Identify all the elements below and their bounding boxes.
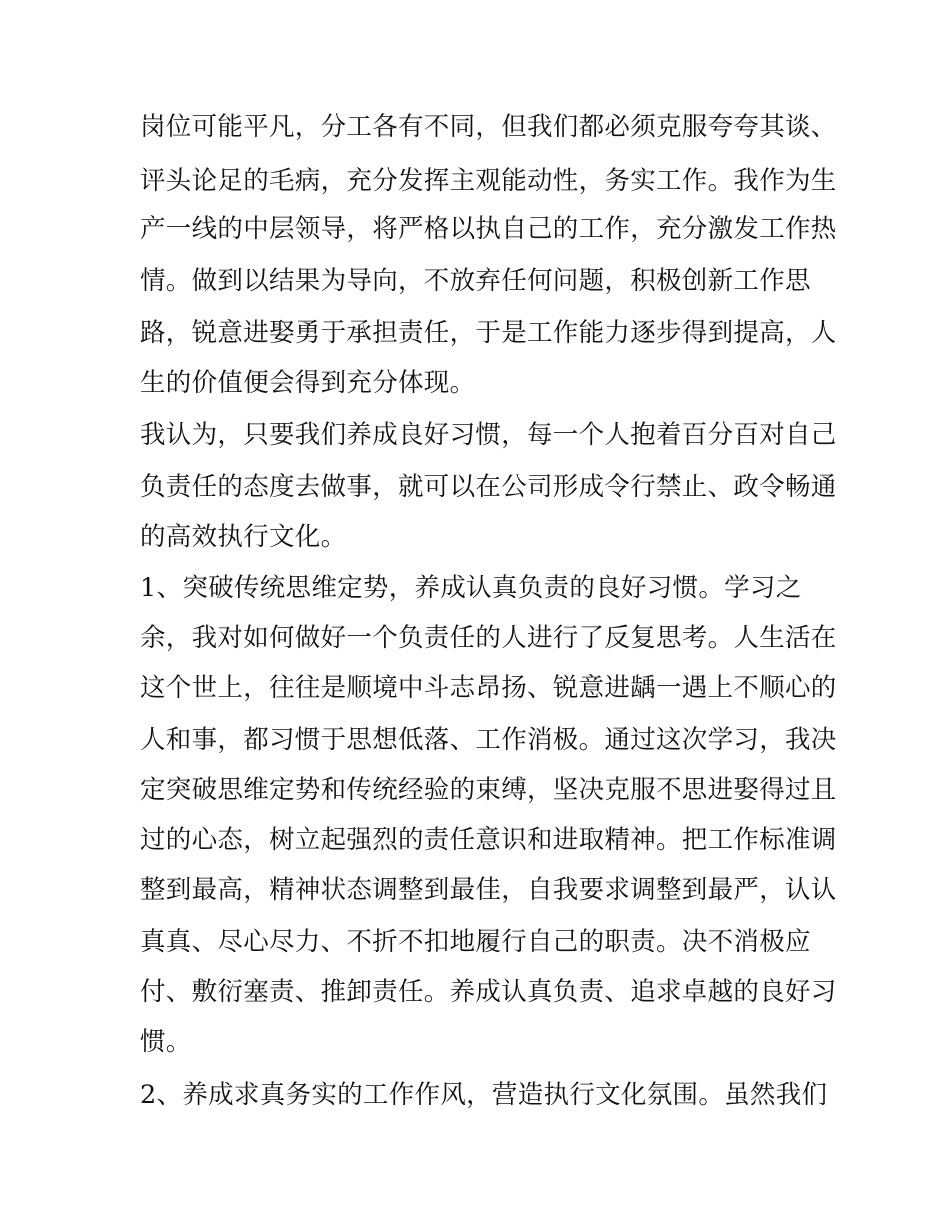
text-line: 产一线的中层领导，将严格以执自己的工作，充分激发工作热: [140, 214, 837, 244]
text-line: 惯。: [140, 1027, 192, 1057]
text-line: 定突破思维定势和传统经验的束缚，坚决克服不思进娶得过且: [140, 775, 837, 805]
text-line: 的高效执行文化。: [140, 522, 347, 552]
text-line: 生的价值便会得到充分体现。: [140, 368, 476, 398]
text-line: 岗位可能平凡，分工各有不同，但我们都必须克服夸夸其谈、: [140, 112, 837, 142]
text-line: 我认为，只要我们养成良好习惯，每一个人抱着百分百对自己: [140, 420, 837, 450]
text-line: 1、突破传统思维定势，养成认真负责的良好习惯。学习之: [140, 573, 802, 603]
text-line: 2、养成求真务实的工作作风，营造执行文化氛围。虽然我们: [140, 1080, 828, 1110]
text-line: 路，锐意进娶勇于承担责任，于是工作能力逐步得到提高，人: [140, 318, 837, 348]
text-line: 评头论足的毛病，充分发挥主观能动性，务实工作。我作为生: [140, 166, 837, 196]
text-line: 人和事，都习惯于思想低落、工作消极。通过这次学习，我决: [140, 725, 837, 755]
text-line: 付、敷衍塞责、推卸责任。养成认真负责、追求卓越的良好习: [140, 977, 837, 1007]
text-line: 过的心态，树立起强烈的责任意识和进取精神。把工作标准调: [140, 825, 837, 855]
text-line: 负责任的态度去做事，就可以在公司形成令行禁止、政令畅通: [140, 472, 837, 502]
text-line: 情。做到以结果为导向，不放弃任何问题，积极创新工作思: [140, 266, 811, 296]
text-line: 余，我对如何做好一个负责任的人进行了反复思考。人生活在: [140, 623, 837, 653]
text-line: 这个世上，往往是顺境中斗志昂扬、锐意进龋一遇上不顺心的: [140, 673, 837, 703]
text-line: 整到最高，精神状态调整到最佳，自我要求调整到最严，认认: [140, 875, 837, 905]
text-line: 真真、尽心尽力、不折不扣地履行自己的职责。决不消极应: [140, 927, 811, 957]
